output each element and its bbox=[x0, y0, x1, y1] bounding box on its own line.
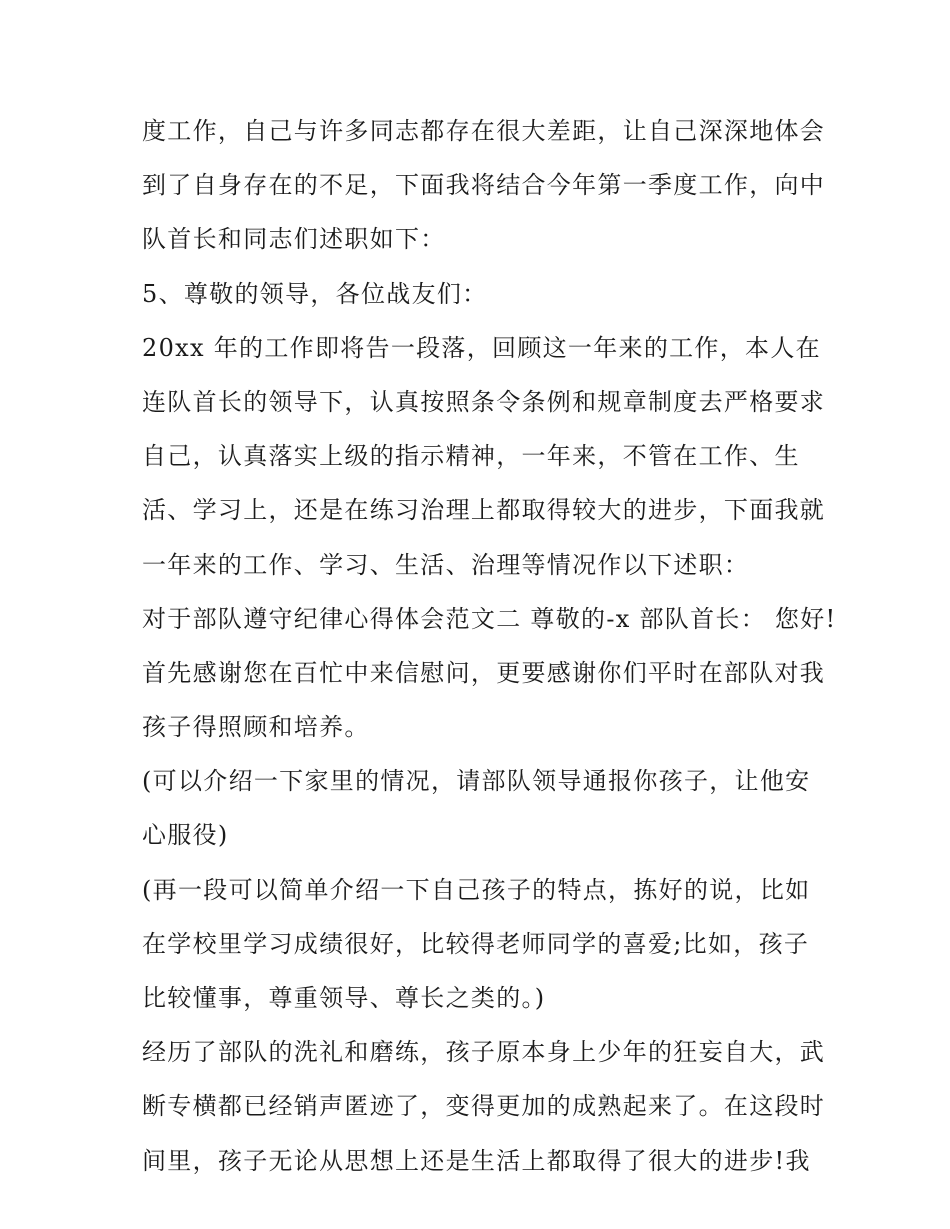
text-line-17: 比较懂事，尊重领导、尊长之类的。) bbox=[142, 984, 546, 1012]
text-line-8: 活、学习上，还是在练习治理上都取得较大的进步，下面我就 bbox=[142, 496, 826, 525]
text-line-14: 心服役) bbox=[142, 821, 229, 850]
text-line-9: 一年来的工作、学习、生活、治理等情况作以下述职： bbox=[142, 550, 750, 579]
text-line-16: 在学校里学习成绩很好，比较得老师同学的喜爱;比如，孩子 bbox=[142, 929, 810, 958]
text-line-12: 孩子得照顾和培养。 bbox=[142, 713, 370, 742]
text-line-10: 对于部队遵守纪律心得体会范文二 尊敬的-x 部队首长： 您好! bbox=[142, 604, 837, 633]
body-text bbox=[142, 104, 842, 1188]
text-line-2: 到了自身存在的不足，下面我将结合今年第一季度工作，向中 bbox=[142, 171, 826, 200]
text-line-3: 队首长和同志们述职如下： bbox=[142, 225, 446, 254]
text-line-1: 度工作，自己与许多同志都存在很大差距，让自己深深地体会 bbox=[142, 117, 826, 145]
text-line-18: 经历了部队的洗礼和磨练，孩子原本身上少年的狂妄自大，武 bbox=[142, 1038, 826, 1067]
text-line-7: 自己，认真落实上级的指示精神，一年来，不管在工作、生 bbox=[142, 442, 800, 471]
text-line-13: (可以介绍一下家里的情况，请部队领导通报你孩子，让他安 bbox=[142, 767, 811, 796]
text-line-11: 首先感谢您在百忙中来信慰问，更要感谢你们平时在部队对我 bbox=[142, 658, 826, 687]
text-line-15: (再一段可以简单介绍一下自己孩子的特点，拣好的说，比如 bbox=[142, 875, 811, 904]
text-line-19: 断专横都已经销声匿迹了，变得更加的成熟起来了。在这段时 bbox=[142, 1092, 826, 1121]
text-line-6: 连队首长的领导下，认真按照条令条例和规章制度去严格要求 bbox=[142, 387, 826, 416]
text-line-4: 5、尊敬的领导，各位战友们： bbox=[142, 279, 488, 308]
text-line-20: 间里，孩子无论从思想上还是生活上都取得了很大的进步!我 bbox=[142, 1146, 811, 1175]
text-line-5: 20xx 年的工作即将告一段落，回顾这一年来的工作，本人在 bbox=[142, 333, 821, 362]
